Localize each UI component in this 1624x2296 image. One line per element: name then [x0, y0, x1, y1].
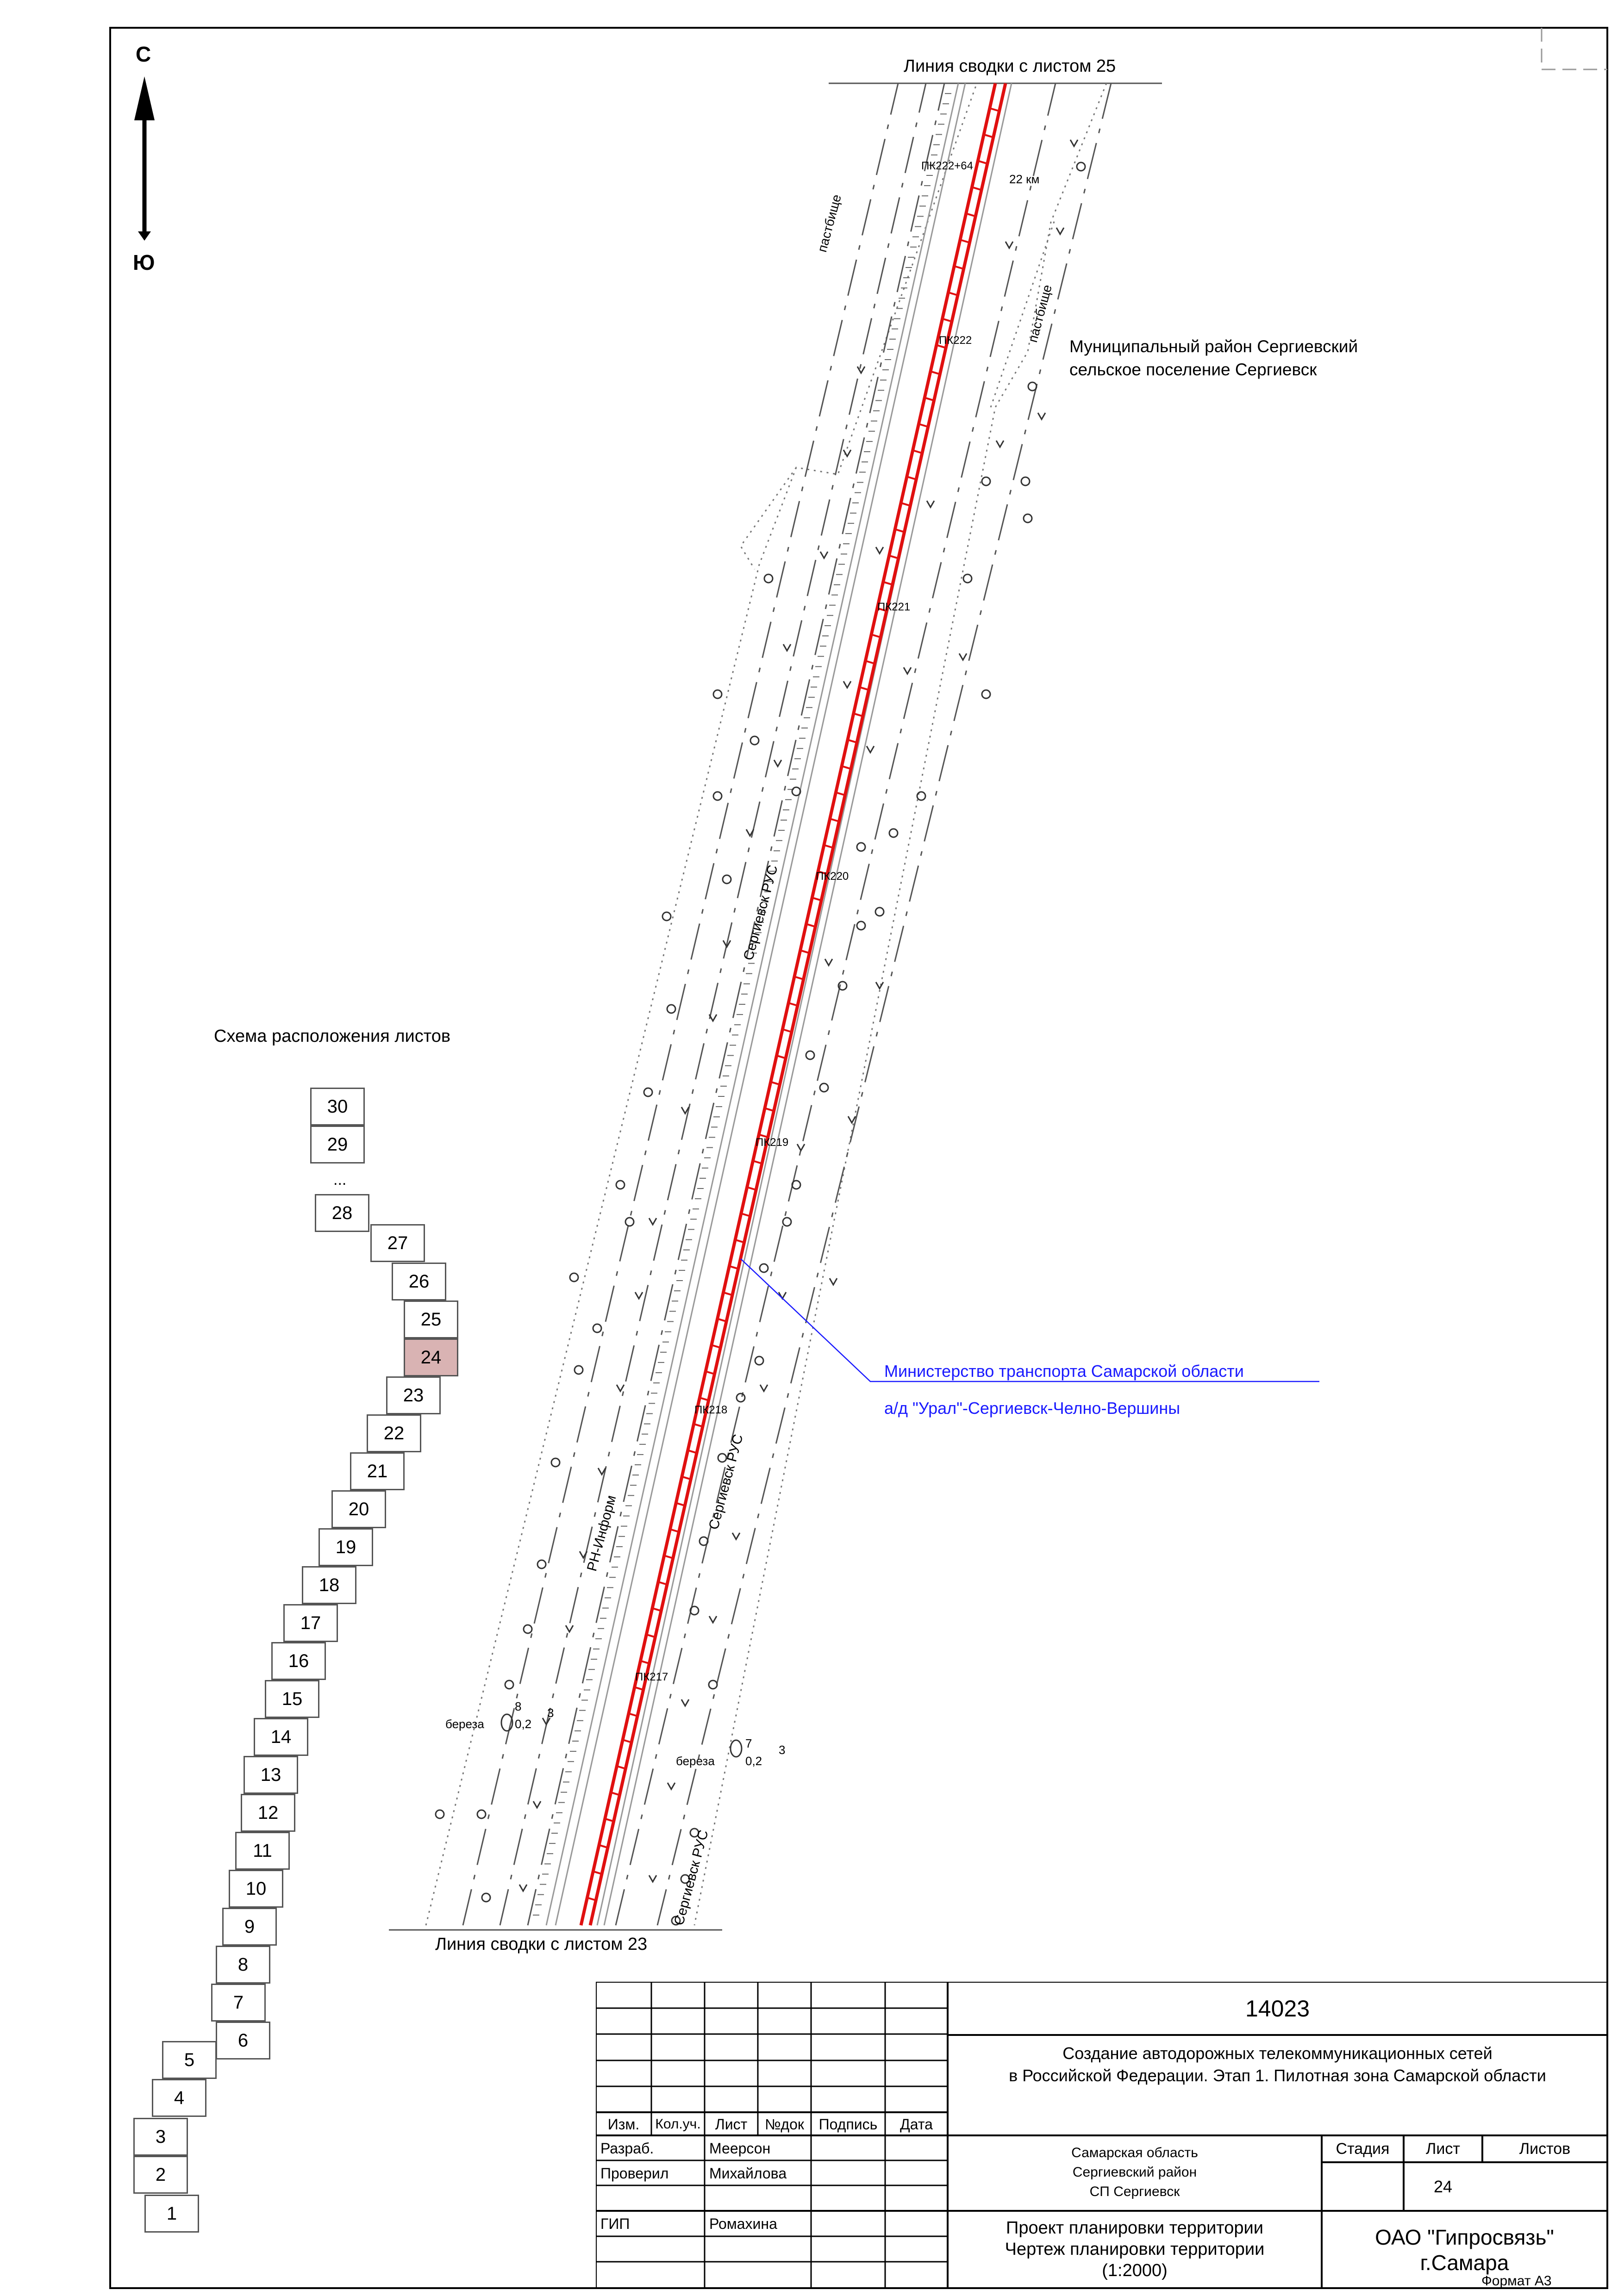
scheme-sheet-7: 7 — [211, 1984, 266, 2022]
road-hatch — [533, 93, 951, 1915]
sheets-header: Листов — [1519, 2140, 1571, 2158]
scheme-sheet-27: 27 — [370, 1224, 425, 1262]
scheme-sheet-30: 30 — [310, 1088, 365, 1126]
vegetation-mark — [760, 1385, 768, 1391]
route-tick — [889, 555, 899, 558]
route-tick — [943, 319, 952, 322]
terrain-point — [505, 1680, 513, 1689]
top-match-label: Линия сводки с листом 25 — [904, 56, 1116, 76]
route-tick — [924, 398, 934, 400]
cable-label: Сергиевск РУС — [706, 1432, 746, 1531]
terrain-point — [616, 1181, 625, 1189]
terrain-point — [917, 792, 925, 800]
pasture-label-left: пастбище — [815, 193, 844, 254]
route-tick — [954, 266, 963, 269]
route-tick — [848, 740, 857, 742]
route-tick — [984, 135, 993, 137]
project-title-line-2: в Российской Федерации. Этап 1. Пилотная зона Самарской области — [1009, 2066, 1546, 2085]
tree-height: 3 — [779, 1743, 786, 1757]
scheme-sheet-3: 3 — [133, 2118, 188, 2156]
route-tick — [990, 108, 999, 111]
vegetation-mark — [649, 1875, 656, 1882]
vegetation-mark — [1038, 413, 1045, 419]
scheme-sheet-22: 22 — [367, 1414, 421, 1452]
vegetation-mark — [709, 1014, 717, 1021]
terrain-point — [737, 1394, 745, 1402]
terrain-point — [593, 1324, 601, 1332]
cable-label: Сергиевск РУС — [741, 863, 781, 962]
stamp-header: Лист — [715, 2116, 748, 2133]
tree-diameter: 0,2 — [515, 1717, 532, 1731]
route-tick — [907, 477, 916, 479]
scheme-sheet-2: 2 — [133, 2156, 188, 2194]
terrain-point — [806, 1051, 814, 1059]
route-tick — [919, 424, 928, 427]
terrain-point — [524, 1625, 532, 1633]
terrain-point — [551, 1458, 560, 1467]
vegetation-mark — [843, 681, 851, 688]
vegetation-mark — [649, 1218, 656, 1225]
vegetation-mark — [709, 1616, 717, 1623]
location-line-3: СП Сергиевск — [1089, 2184, 1180, 2199]
vegetation-mark — [843, 450, 851, 456]
vegetation-mark — [825, 959, 832, 965]
drawing-title-line-3: (1:2000) — [1102, 2261, 1168, 2281]
vegetation-mark — [820, 552, 828, 558]
tree-name: береза — [445, 1717, 484, 1731]
stamp-header: Подпись — [818, 2116, 878, 2133]
bottom-match-label: Линия сводки с листом 23 — [435, 1935, 648, 1954]
terrain-point — [792, 1181, 800, 1189]
terrain-point — [750, 736, 759, 745]
location-line-1: Самарская область — [1071, 2145, 1198, 2160]
role-name: Меерсон — [709, 2140, 771, 2157]
role-name: Ромахина — [709, 2215, 777, 2232]
scheme-sheet-13: 13 — [244, 1756, 298, 1794]
title-block — [596, 1982, 1607, 2288]
scheme-sheet-16: 16 — [271, 1642, 326, 1680]
terrain-point — [723, 875, 731, 884]
terrain-point — [1021, 477, 1030, 485]
terrain-point — [713, 792, 722, 800]
terrain-point — [792, 787, 800, 796]
scheme-sheet-12: 12 — [241, 1794, 295, 1832]
scheme-sheet-11: 11 — [235, 1832, 290, 1870]
stamp-header: №док — [765, 2116, 804, 2133]
route-tick — [913, 450, 922, 453]
route-tick — [836, 792, 845, 795]
terrain-point — [1024, 514, 1032, 523]
terrain-point — [1028, 382, 1037, 391]
route-tick — [871, 635, 881, 637]
sheet-header: Лист — [1426, 2140, 1460, 2158]
tree-count: 8 — [515, 1699, 522, 1713]
scheme-sheet-14: 14 — [254, 1718, 308, 1756]
route-tick — [966, 213, 975, 216]
vegetation-mark — [519, 1885, 527, 1891]
terrain-point — [764, 574, 773, 583]
scheme-sheet-26: 26 — [392, 1263, 446, 1300]
municipality-line-1: Муниципальный район Сергиевский — [1069, 337, 1358, 356]
route-tick — [972, 187, 981, 190]
vegetation-mark — [732, 1533, 740, 1539]
terrain-point — [709, 1680, 717, 1689]
project-code: 14023 — [1245, 1995, 1310, 2022]
municipality-line-2: сельское поселение Сергиевск — [1069, 360, 1317, 379]
terrain-point — [857, 921, 865, 930]
terrain-point — [889, 829, 898, 837]
route-tick — [830, 819, 839, 821]
stamp-header: Кол.уч. — [655, 2116, 701, 2132]
terrain-point — [820, 1083, 828, 1092]
role-label: Разраб. — [600, 2140, 654, 2157]
cable-label: РН-Информ — [584, 1493, 619, 1573]
drawing-title-line-1: Проект планировки территории — [1006, 2218, 1263, 2238]
terrain-point — [662, 912, 671, 921]
scheme-sheet-21: 21 — [350, 1452, 405, 1490]
pk-label: ПК220 — [816, 870, 849, 883]
north-label: С — [136, 42, 151, 66]
scheme-sheet-25: 25 — [404, 1300, 458, 1338]
scheme-sheet-9: 9 — [222, 1908, 277, 1946]
scheme-sheet-8: 8 — [216, 1946, 270, 1984]
pk-label: ПК222 — [939, 334, 972, 347]
terrain-point — [760, 1264, 768, 1272]
vegetation-mark — [959, 653, 967, 660]
scheme-sheet-15: 15 — [265, 1680, 319, 1718]
route-tick — [895, 529, 904, 532]
scheme-sheet-17: 17 — [283, 1604, 338, 1642]
route-tick — [865, 661, 874, 664]
vegetation-mark — [830, 1278, 837, 1285]
location-line-2: Сергиевский район — [1072, 2165, 1197, 2180]
terrain-symbols — [436, 140, 1085, 1925]
terrain-point — [570, 1273, 578, 1282]
route-ticks — [587, 108, 999, 1900]
route-tick — [854, 714, 863, 716]
role-label: Проверил — [600, 2165, 669, 2182]
terrain-point — [477, 1810, 486, 1818]
terrain-point — [857, 843, 865, 851]
owner-label: Министерство транспорта Самарской области — [884, 1362, 1244, 1381]
tree-count: 7 — [745, 1736, 752, 1750]
vegetation-mark — [848, 1116, 856, 1123]
vegetation-mark — [774, 760, 781, 766]
vegetation-mark — [904, 667, 911, 674]
pasture-label-right: пастбище — [1025, 283, 1055, 344]
pk-label: ПК219 — [756, 1136, 789, 1149]
format-label: Формат А3 — [1481, 2273, 1552, 2289]
vegetation-mark — [876, 547, 883, 554]
vegetation-mark — [1056, 228, 1064, 234]
vegetation-mark — [681, 1699, 689, 1706]
vegetation-mark — [867, 746, 874, 753]
vegetation-mark — [876, 982, 883, 989]
terrain-point — [667, 1005, 675, 1013]
stamp-header: Дата — [900, 2116, 933, 2133]
terrain-point — [436, 1810, 444, 1818]
scheme-sheet-24: 24 — [404, 1338, 458, 1376]
scheme-sheet-10: 10 — [229, 1870, 283, 1908]
terrain-point — [482, 1893, 490, 1902]
drawing-title-line-2: Чертеж планировки территории — [1005, 2240, 1265, 2259]
terrain-point — [713, 690, 722, 698]
role-name: Михайлова — [709, 2165, 787, 2182]
terrain-point — [982, 690, 990, 698]
vegetation-mark — [996, 441, 1004, 447]
vegetation-mark — [1006, 242, 1013, 248]
terrain-point — [875, 908, 884, 916]
vegetation-mark — [566, 1625, 573, 1632]
route-tick — [931, 371, 940, 374]
vegetation-mark — [635, 1292, 643, 1299]
vegetation-mark — [668, 1783, 675, 1789]
company-name: ОАО "Гипросвязь" — [1375, 2225, 1554, 2250]
scheme-title: Схема расположения листов — [214, 1027, 451, 1046]
pk-label: ПК217 — [635, 1671, 668, 1683]
route-tick — [901, 503, 910, 506]
terrain-point — [644, 1088, 652, 1096]
terrain-point — [783, 1218, 791, 1226]
stage-header: Стадия — [1336, 2140, 1390, 2158]
km-label: 22 км — [1009, 172, 1040, 186]
road-name-label: а/д "Урал"-Сергиевск-Челно-Вершины — [884, 1399, 1181, 1418]
route-tick — [883, 582, 893, 585]
scheme-sheet-28: 28 — [315, 1194, 369, 1232]
cable-label: Сергиевск РУС — [671, 1828, 712, 1927]
tree-name: береза — [676, 1754, 715, 1768]
vegetation-mark — [580, 1551, 587, 1558]
vegetation-mark — [783, 644, 791, 651]
route-tick — [949, 292, 958, 295]
corner-mark — [1542, 28, 1607, 69]
route-tick — [960, 240, 969, 243]
route-tick — [842, 766, 851, 769]
sheet-number: 24 — [1433, 2177, 1453, 2196]
terrain-point — [982, 477, 990, 485]
terrain-point — [700, 1537, 708, 1545]
stamp-header: Изм. — [607, 2116, 640, 2133]
terrain-point — [963, 574, 972, 583]
terrain-point — [755, 1356, 763, 1365]
scheme-sheet-1: 1 — [144, 2195, 199, 2233]
north-arrow-icon — [134, 76, 155, 241]
terrain-point — [625, 1218, 634, 1226]
terrain-point — [537, 1560, 546, 1568]
scheme-sheet-5: 5 — [162, 2041, 217, 2079]
scheme-sheet-18: 18 — [302, 1566, 356, 1604]
vegetation-mark — [1070, 140, 1078, 146]
tree-height: 3 — [547, 1706, 554, 1720]
scheme-sheet-19: 19 — [319, 1528, 373, 1566]
pk-label: ПК218 — [694, 1404, 728, 1416]
terrain-point — [575, 1366, 583, 1374]
tree-diameter: 0,2 — [745, 1754, 762, 1768]
vegetation-mark — [797, 1144, 805, 1151]
scheme-sheet-4: 4 — [152, 2079, 206, 2117]
scheme-sheet-20: 20 — [331, 1490, 386, 1528]
pk-label: ПК221 — [877, 601, 911, 613]
pk-label: ПК222+64 — [921, 160, 973, 172]
route-tick — [860, 687, 869, 690]
scheme-sheet-23: 23 — [386, 1376, 441, 1414]
vegetation-mark — [857, 367, 865, 373]
project-title-line-1: Создание автодорожных телекоммуникационных сетей — [1062, 2044, 1493, 2063]
vegetation-mark — [927, 501, 934, 507]
vegetation-mark — [617, 1385, 624, 1391]
role-label: ГИП — [600, 2215, 630, 2232]
route-tick — [978, 161, 987, 164]
vegetation-mark — [533, 1801, 541, 1808]
south-label: Ю — [133, 250, 155, 274]
scheme-sheet-6: 6 — [216, 2022, 270, 2060]
company-city: г.Самара — [1420, 2251, 1509, 2275]
scheme-sheet-29: 29 — [310, 1126, 365, 1164]
terrain-point — [1077, 162, 1085, 171]
scheme-ellipsis: ... — [333, 1171, 347, 1188]
